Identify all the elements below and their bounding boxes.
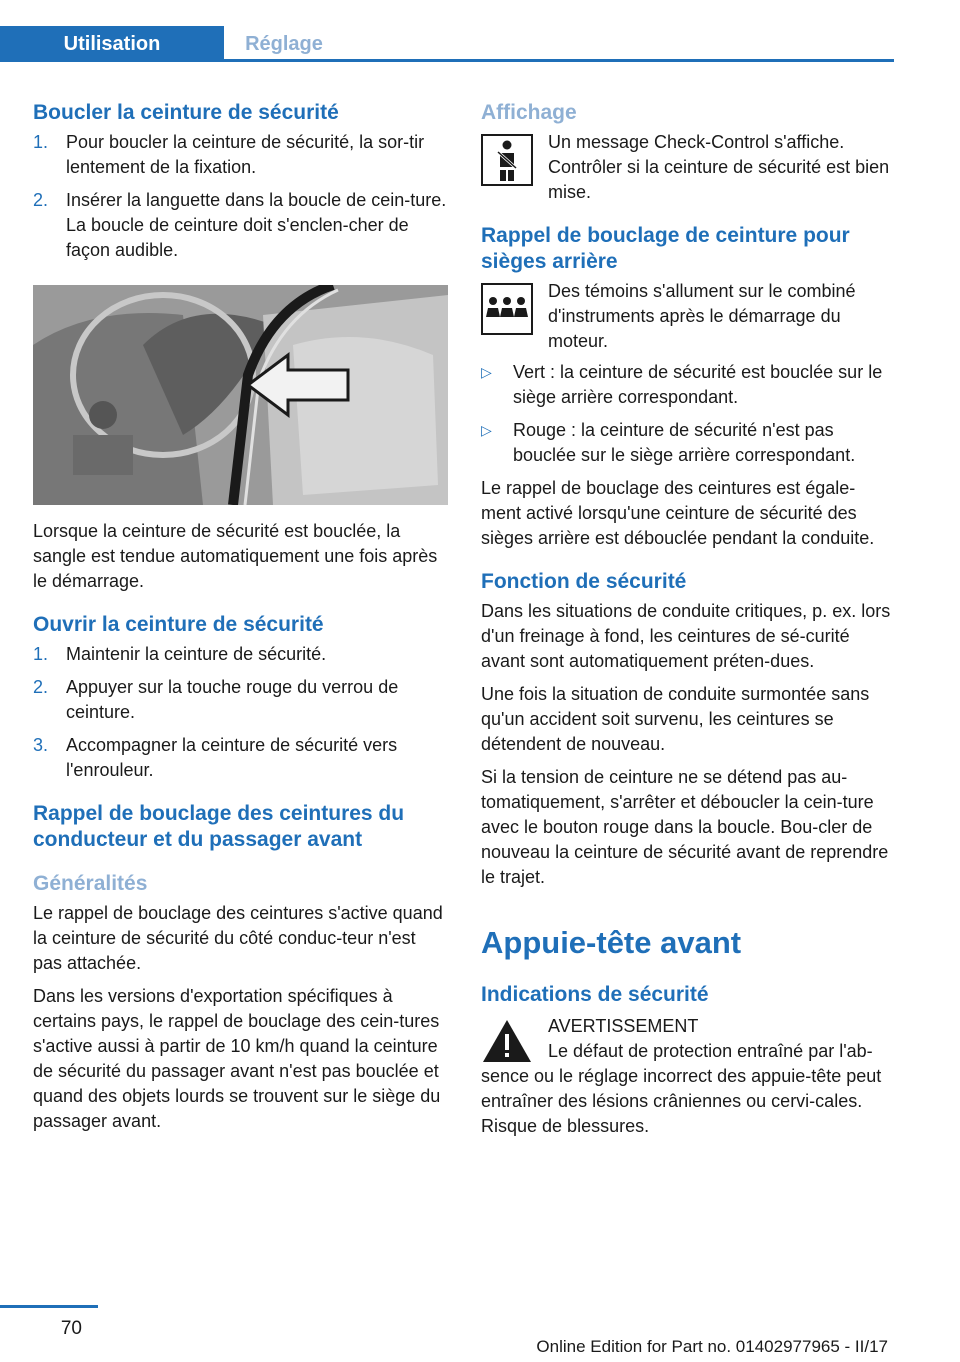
step-text: Accompagner la ceinture de sécurité vers l'enrouleur. — [66, 735, 398, 780]
paragraph: Lorsque la ceinture de sécurité est bouclée, la sangle est tendue automatiquement une fois après le démarrage. — [33, 521, 438, 591]
triangle-bullet-icon: ▷ — [481, 422, 492, 438]
footer-rule — [0, 1305, 98, 1308]
paragraph: Dans les situations de conduite critiques, p. ex. lors d'un freinage à fond, les ceintures de sé-curité avant sont automatiquement préten-dues. — [481, 601, 891, 671]
list-item — [33, 188, 448, 263]
warning-triangle-icon — [481, 1018, 533, 1064]
right-column — [481, 100, 895, 1147]
bullet-text: Rouge : la ceinture de sécurité n'est pas bouclée sur le siège arrière correspondant. — [513, 420, 856, 465]
list-item — [33, 642, 448, 667]
warning-label: AVERTISSEMENT — [548, 1016, 699, 1036]
seatbelt-photo — [33, 285, 448, 505]
header-tabs — [0, 26, 894, 62]
section-title-ouvrir: Ouvrir la ceinture de sécurité — [33, 613, 324, 636]
section-title-indications: Indications de sécurité — [481, 983, 709, 1006]
steps-boucler — [33, 130, 448, 263]
paragraph: Dans les versions d'exportation spécifiques à certains pays, le rappel de bouclage des cein-tures s'active aussi à partir de 10 km/h quand la ceinture de sécurité du passager avant n'est pas bouclée et quand des objets lourds se trouvent sur le siège du passager avant. — [33, 986, 441, 1131]
chapter-title-appuie-tete: Appuie-tête avant — [481, 925, 742, 960]
step-number: 1. — [33, 644, 49, 664]
tab-utilisation[interactable]: Utilisation — [0, 26, 224, 62]
section-title-fonction: Fonction de sécurité — [481, 570, 687, 593]
step-text: Insérer la languette dans la boucle de cein-ture. La boucle de ceinture doit s'enclen-cher de façon audible. — [66, 190, 447, 260]
paragraph: Un message Check-Control s'affiche. Contrôler si la ceinture de sécurité est bien mise. — [548, 132, 890, 202]
list-item — [33, 130, 448, 180]
affichage-block — [481, 130, 895, 205]
list-item — [481, 418, 895, 468]
rear-seatbelt-indicator-icon — [481, 283, 533, 335]
list-item — [33, 675, 448, 725]
step-text: Pour boucler la ceinture de sécurité, la sor-tir lentement de la fixation. — [66, 132, 425, 177]
step-number: 3. — [33, 735, 49, 755]
paragraph: Si la tension de ceinture ne se détend pas au-tomatiquement, s'arrêter et déboucler la cein-ture avec le bouton rouge dans la boucle. Bou-cler de nouveau la ceinture de sécurité avant de reprendre le trajet. — [481, 767, 889, 887]
list-item — [481, 360, 895, 410]
subsection-title-generalites: Généralités — [33, 872, 148, 895]
paragraph: Le rappel de bouclage des ceintures est égale-ment activé lorsqu'une ceinture de sécurité des sièges arrière est débouclée pendant la conduite. — [481, 478, 875, 548]
edition-note: Online Edition for Part no. 01402977965 - II/17 — [536, 1337, 888, 1356]
rear-indicator-block — [481, 279, 895, 354]
section-title-rappel-avant: Rappel de bouclage des ceintures du conducteur et du passager avant — [33, 802, 405, 851]
triangle-bullet-icon: ▷ — [481, 364, 492, 380]
step-number: 2. — [33, 190, 49, 210]
warning-text: Le défaut de protection entraîné par l'ab-sence ou le réglage incorrect des appuie-tête peut entraîner des lésions crâniennes ou cervi-cales. Risque de blessures. — [481, 1041, 882, 1136]
section-title-boucler: Boucler la ceinture de sécurité — [33, 101, 339, 124]
seatbelt-illustration — [33, 285, 448, 505]
paragraph: Des témoins s'allument sur le combiné d'instruments après le démarrage du moteur. — [548, 281, 856, 351]
step-text: Appuyer sur la touche rouge du verrou de ceinture. — [66, 677, 399, 722]
tab-reglage[interactable]: Réglage — [245, 33, 323, 55]
steps-ouvrir — [33, 642, 448, 783]
warning-block — [481, 1014, 895, 1039]
paragraph: Le rappel de bouclage des ceintures s'active quand la ceinture de sécurité du côté conduc-teur n'est pas attachée. — [33, 903, 443, 973]
page-number: 70 — [60, 1318, 82, 1339]
rear-indicator-list — [481, 360, 895, 468]
bullet-text: Vert : la ceinture de sécurité est bouclée sur le siège arrière correspondant. — [513, 362, 883, 407]
list-item — [33, 733, 448, 783]
left-column — [33, 100, 448, 1142]
step-text: Maintenir la ceinture de sécurité. — [66, 644, 327, 664]
seatbelt-warning-icon — [481, 134, 533, 186]
header-rule — [0, 59, 894, 62]
paragraph: Une fois la situation de conduite surmontée sans qu'un accident soit survenu, les ceintures se détendent de nouveau. — [481, 684, 870, 754]
step-number: 2. — [33, 677, 49, 697]
subsection-title-affichage: Affichage — [481, 101, 577, 124]
step-number: 1. — [33, 132, 49, 152]
section-title-rappel-arriere: Rappel de bouclage de ceinture pour sièges arrière — [481, 224, 850, 273]
